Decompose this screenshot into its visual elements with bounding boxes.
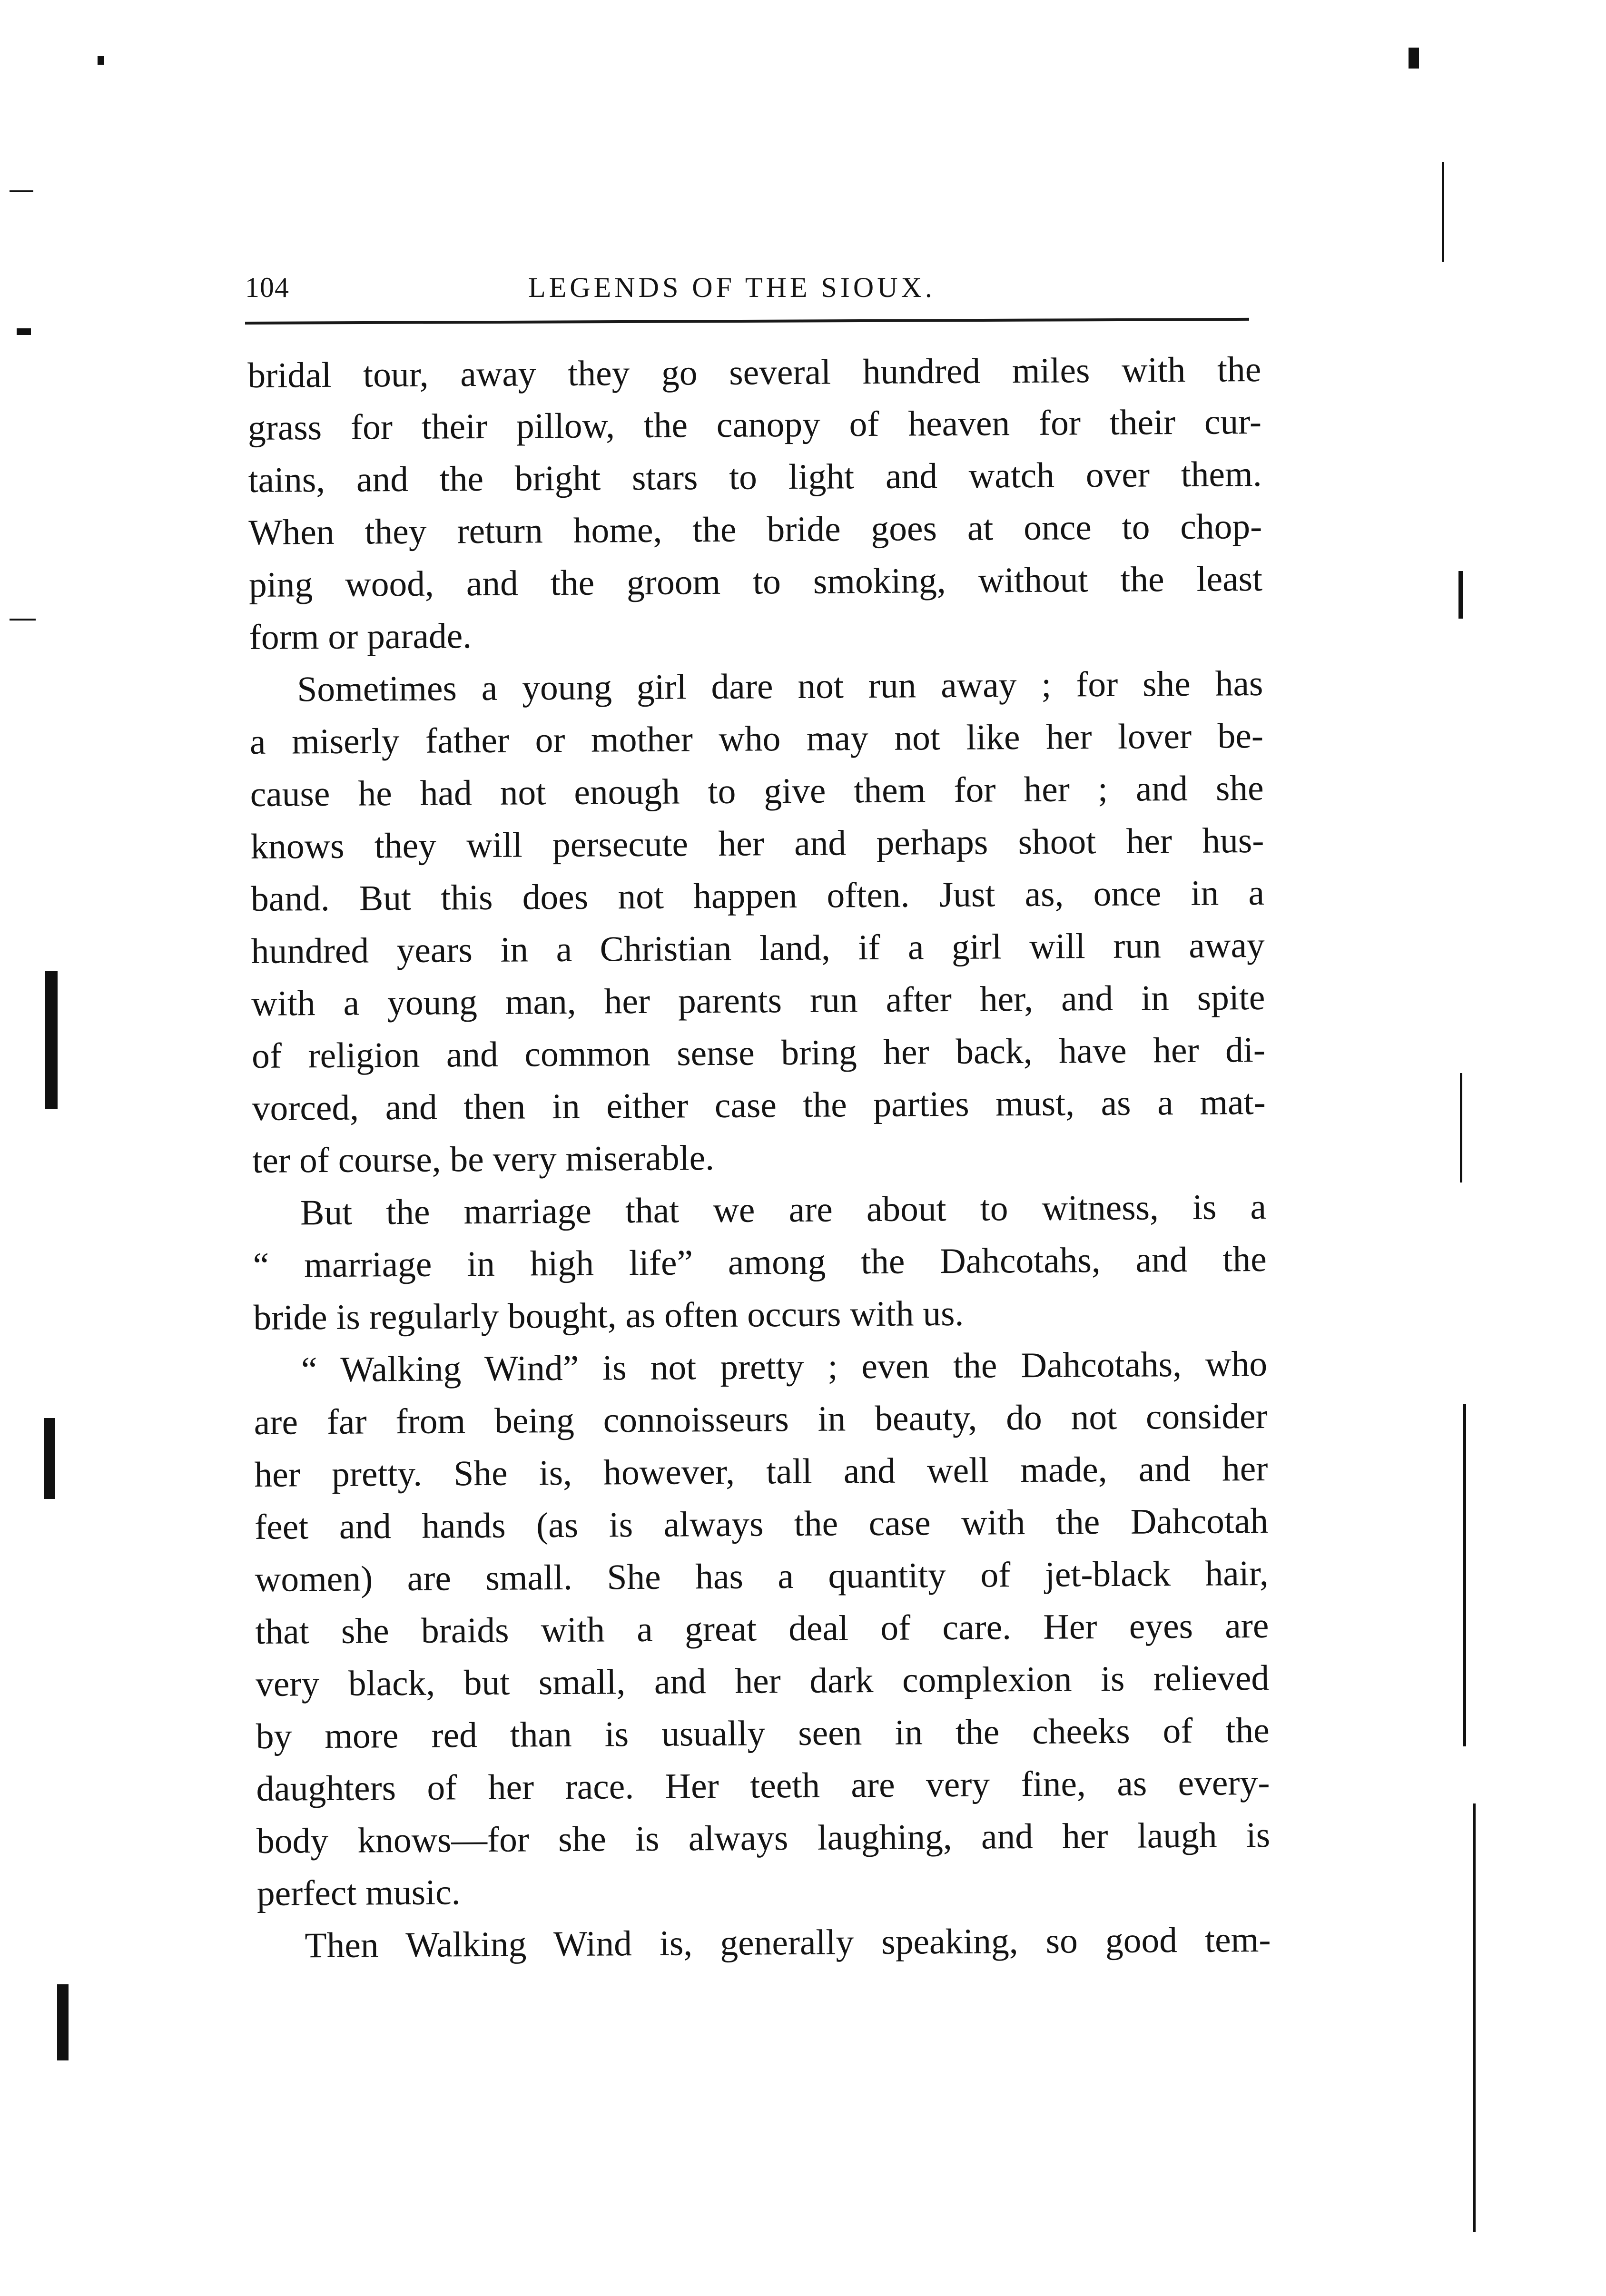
scan-mark bbox=[44, 1418, 55, 1499]
text-line: But the marriage that we are about to witness, is a bbox=[300, 1187, 1267, 1233]
paragraph bbox=[253, 1181, 1267, 1344]
text-line: are far from being connoisseurs in beauty, do not consider bbox=[254, 1396, 1268, 1442]
scan-mark bbox=[1463, 1404, 1466, 1746]
scan-mark bbox=[45, 971, 58, 1109]
page-number: 104 bbox=[245, 272, 289, 303]
text-line: cause he had not enough to give them for her ; and she bbox=[250, 768, 1264, 814]
text-line: tains, and the bright stars to light and watch over them. bbox=[248, 454, 1262, 500]
scan-mark bbox=[1458, 571, 1463, 619]
scan-mark bbox=[1409, 48, 1419, 69]
text-line: ping wood, and the groom to smoking, without the least bbox=[248, 559, 1263, 605]
paragraph bbox=[249, 658, 1266, 1187]
text-line: grass for their pillow, the canopy of heaven for their cur- bbox=[247, 402, 1262, 448]
text-line: Sometimes a young girl dare not run away ; for she has bbox=[297, 663, 1263, 709]
scan-mark bbox=[1460, 1073, 1462, 1182]
text-line: of religion and common sense bring her back, have her di- bbox=[251, 1030, 1266, 1076]
running-title: LEGENDS OF THE SIOUX. bbox=[528, 272, 936, 303]
text-line: ter of course, be very miserable. bbox=[252, 1138, 715, 1181]
text-line: “ marriage in high life” among the Dahcotahs, and the bbox=[253, 1239, 1267, 1285]
text-line: women) are small. She has a quantity of jet-black hair, bbox=[255, 1553, 1269, 1599]
text-line: vorced, and then in either case the parties must, as a mat- bbox=[252, 1082, 1266, 1128]
text-line: very black, but small, and her dark complexion is relieved bbox=[255, 1658, 1270, 1704]
paragraph bbox=[254, 1338, 1271, 1920]
text-line: feet and hands (as is always the case with the Dahcotah bbox=[254, 1501, 1269, 1547]
body-text bbox=[247, 344, 1271, 1972]
text-line: bridal tour, away they go several hundred miles with the bbox=[247, 349, 1261, 395]
text-line: her pretty. She is, however, tall and well made, and her bbox=[254, 1449, 1268, 1495]
scan-mark bbox=[1473, 1803, 1476, 2232]
scan-mark bbox=[98, 56, 104, 65]
text-line: body knows—for she is always laughing, and her laugh is bbox=[256, 1815, 1271, 1861]
text-line: form or parade. bbox=[249, 616, 472, 657]
text-line: perfect music. bbox=[256, 1872, 461, 1913]
text-line: that she braids with a great deal of care. Her eyes are bbox=[255, 1606, 1269, 1652]
scan-mark bbox=[10, 619, 36, 621]
text-line: bride is regularly bought, as often occurs with us. bbox=[253, 1293, 964, 1338]
header-rule bbox=[245, 318, 1249, 325]
text-line: hundred years in a Christian land, if a girl will run away bbox=[251, 925, 1265, 971]
scan-mark bbox=[17, 328, 31, 335]
text-line: with a young man, her parents run after her, and in spite bbox=[251, 977, 1265, 1024]
running-header bbox=[245, 266, 1251, 319]
text-line: daughters of her race. Her teeth are very fine, as every- bbox=[256, 1763, 1270, 1809]
scan-mark bbox=[57, 1984, 69, 2060]
text-line: Then Walking Wind is, generally speaking, so good tem- bbox=[305, 1920, 1271, 1966]
scan-mark bbox=[1442, 162, 1444, 262]
text-line: a miserly father or mother who may not like her lover be- bbox=[249, 716, 1264, 762]
text-line: band. But this does not happen often. Just as, once in a bbox=[250, 873, 1265, 919]
text-line: “ Walking Wind” is not pretty ; even the Dahcotahs, who bbox=[301, 1344, 1268, 1390]
scan-mark bbox=[10, 190, 33, 192]
text-line: by more red than is usually seen in the cheeks of the bbox=[256, 1710, 1270, 1756]
paragraph bbox=[247, 344, 1263, 664]
paragraph bbox=[257, 1914, 1271, 1972]
text-line: When they return home, the bride goes at once to chop- bbox=[248, 506, 1262, 552]
text-line: knows they will persecute her and perhaps shoot her hus- bbox=[250, 820, 1264, 867]
